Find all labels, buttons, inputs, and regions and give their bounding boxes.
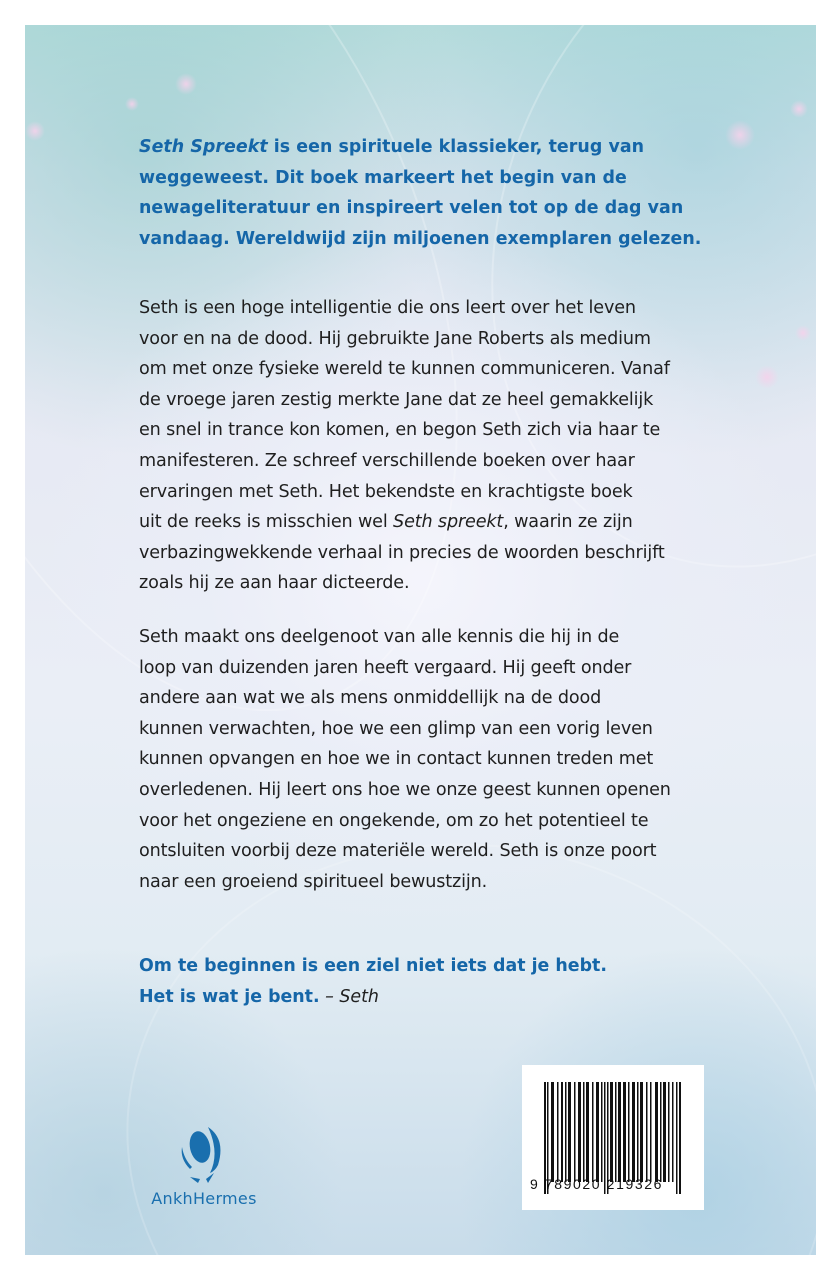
body-line: zoals hij ze aan haar dicteerde. — [139, 573, 410, 594]
body-line: loop van duizenden jaren heeft vergaard. Hij geeft onder — [139, 657, 632, 678]
sparkle — [795, 325, 811, 341]
body-line: ontsluiten voorbij deze materiële wereld. Seth is onze poort — [139, 841, 657, 862]
intro-line: weggeweest. Dit boek markeert het begin van de — [139, 167, 627, 188]
ankh-figure-icon — [168, 1125, 240, 1189]
body-line: ervaringen met Seth. Het bekendste en krachtigste boek — [139, 481, 633, 502]
sparkle — [25, 121, 45, 141]
book-back-cover — [25, 25, 816, 1255]
body-line: kunnen verwachten, hoe we een glimp van een vorig leven — [139, 718, 653, 739]
intro-line: newageliteratuur en inspireert velen tot op de dag van — [139, 198, 684, 218]
body-line: overledenen. Hij leert ons hoe we onze geest kunnen openen — [139, 779, 671, 800]
quote-line: Om te beginnen is een ziel niet iets dat je hebt. — [139, 956, 607, 976]
body-line: naar een groeiend spiritueel bewustzijn. — [139, 871, 488, 892]
quote-line: Het is wat je bent. – Seth — [139, 986, 379, 1007]
body-line: voor het ongeziene en ongekende, om zo het potentieel te — [139, 810, 649, 831]
body-line: voor en na de dood. Hij gebruikte Jane Roberts als medium — [139, 328, 651, 349]
body-line: manifesteren. Ze schreef verschillende boeken over haar — [139, 450, 635, 471]
book-title: Seth Spreekt — [139, 137, 268, 157]
sparkle — [790, 100, 808, 118]
body-line: Seth maakt ons deelgenoot van alle kennis die hij in de — [139, 627, 620, 647]
body-line: Seth is een hoge intelligentie die ons leert over het leven — [139, 298, 636, 318]
body-line: andere aan wat we als mens onmiddellijk na de dood — [139, 688, 602, 709]
body-line: kunnen opvangen en hoe we in contact kunnen treden met — [139, 749, 654, 770]
publisher-logo — [144, 1125, 264, 1225]
isbn-barcode — [522, 1065, 704, 1210]
body-line: uit de reeks is misschien wel Seth spreekt, waarin ze zijn — [139, 512, 633, 533]
intro-paragraph — [139, 132, 779, 254]
description-paragraph-1 — [139, 293, 779, 599]
body-line: om met onze fysieke wereld te kunnen communiceren. Vanaf — [139, 359, 670, 380]
body-line: de vroege jaren zestig merkte Jane dat ze heel gemakkelijk — [139, 389, 654, 410]
isbn-number: 9 789020 219326 — [530, 1176, 663, 1192]
book-title-inline: Seth spreekt — [393, 512, 504, 533]
sparkle — [175, 73, 197, 95]
quote-attribution: – Seth — [319, 986, 379, 1007]
intro-line: Seth Spreekt is een spirituele klassieker, terug van — [139, 137, 645, 157]
description-paragraph-2 — [139, 622, 779, 897]
publisher-name: AnkhHermes — [151, 1189, 257, 1208]
seth-quote — [139, 951, 779, 1012]
body-line: verbazingwekkende verhaal in precies de woorden beschrijft — [139, 542, 665, 563]
intro-line: vandaag. Wereldwijd zijn miljoenen exemplaren gelezen. — [139, 228, 702, 249]
sparkle — [125, 97, 139, 111]
body-line: en snel in trance kon komen, en begon Seth zich via haar te — [139, 420, 661, 441]
